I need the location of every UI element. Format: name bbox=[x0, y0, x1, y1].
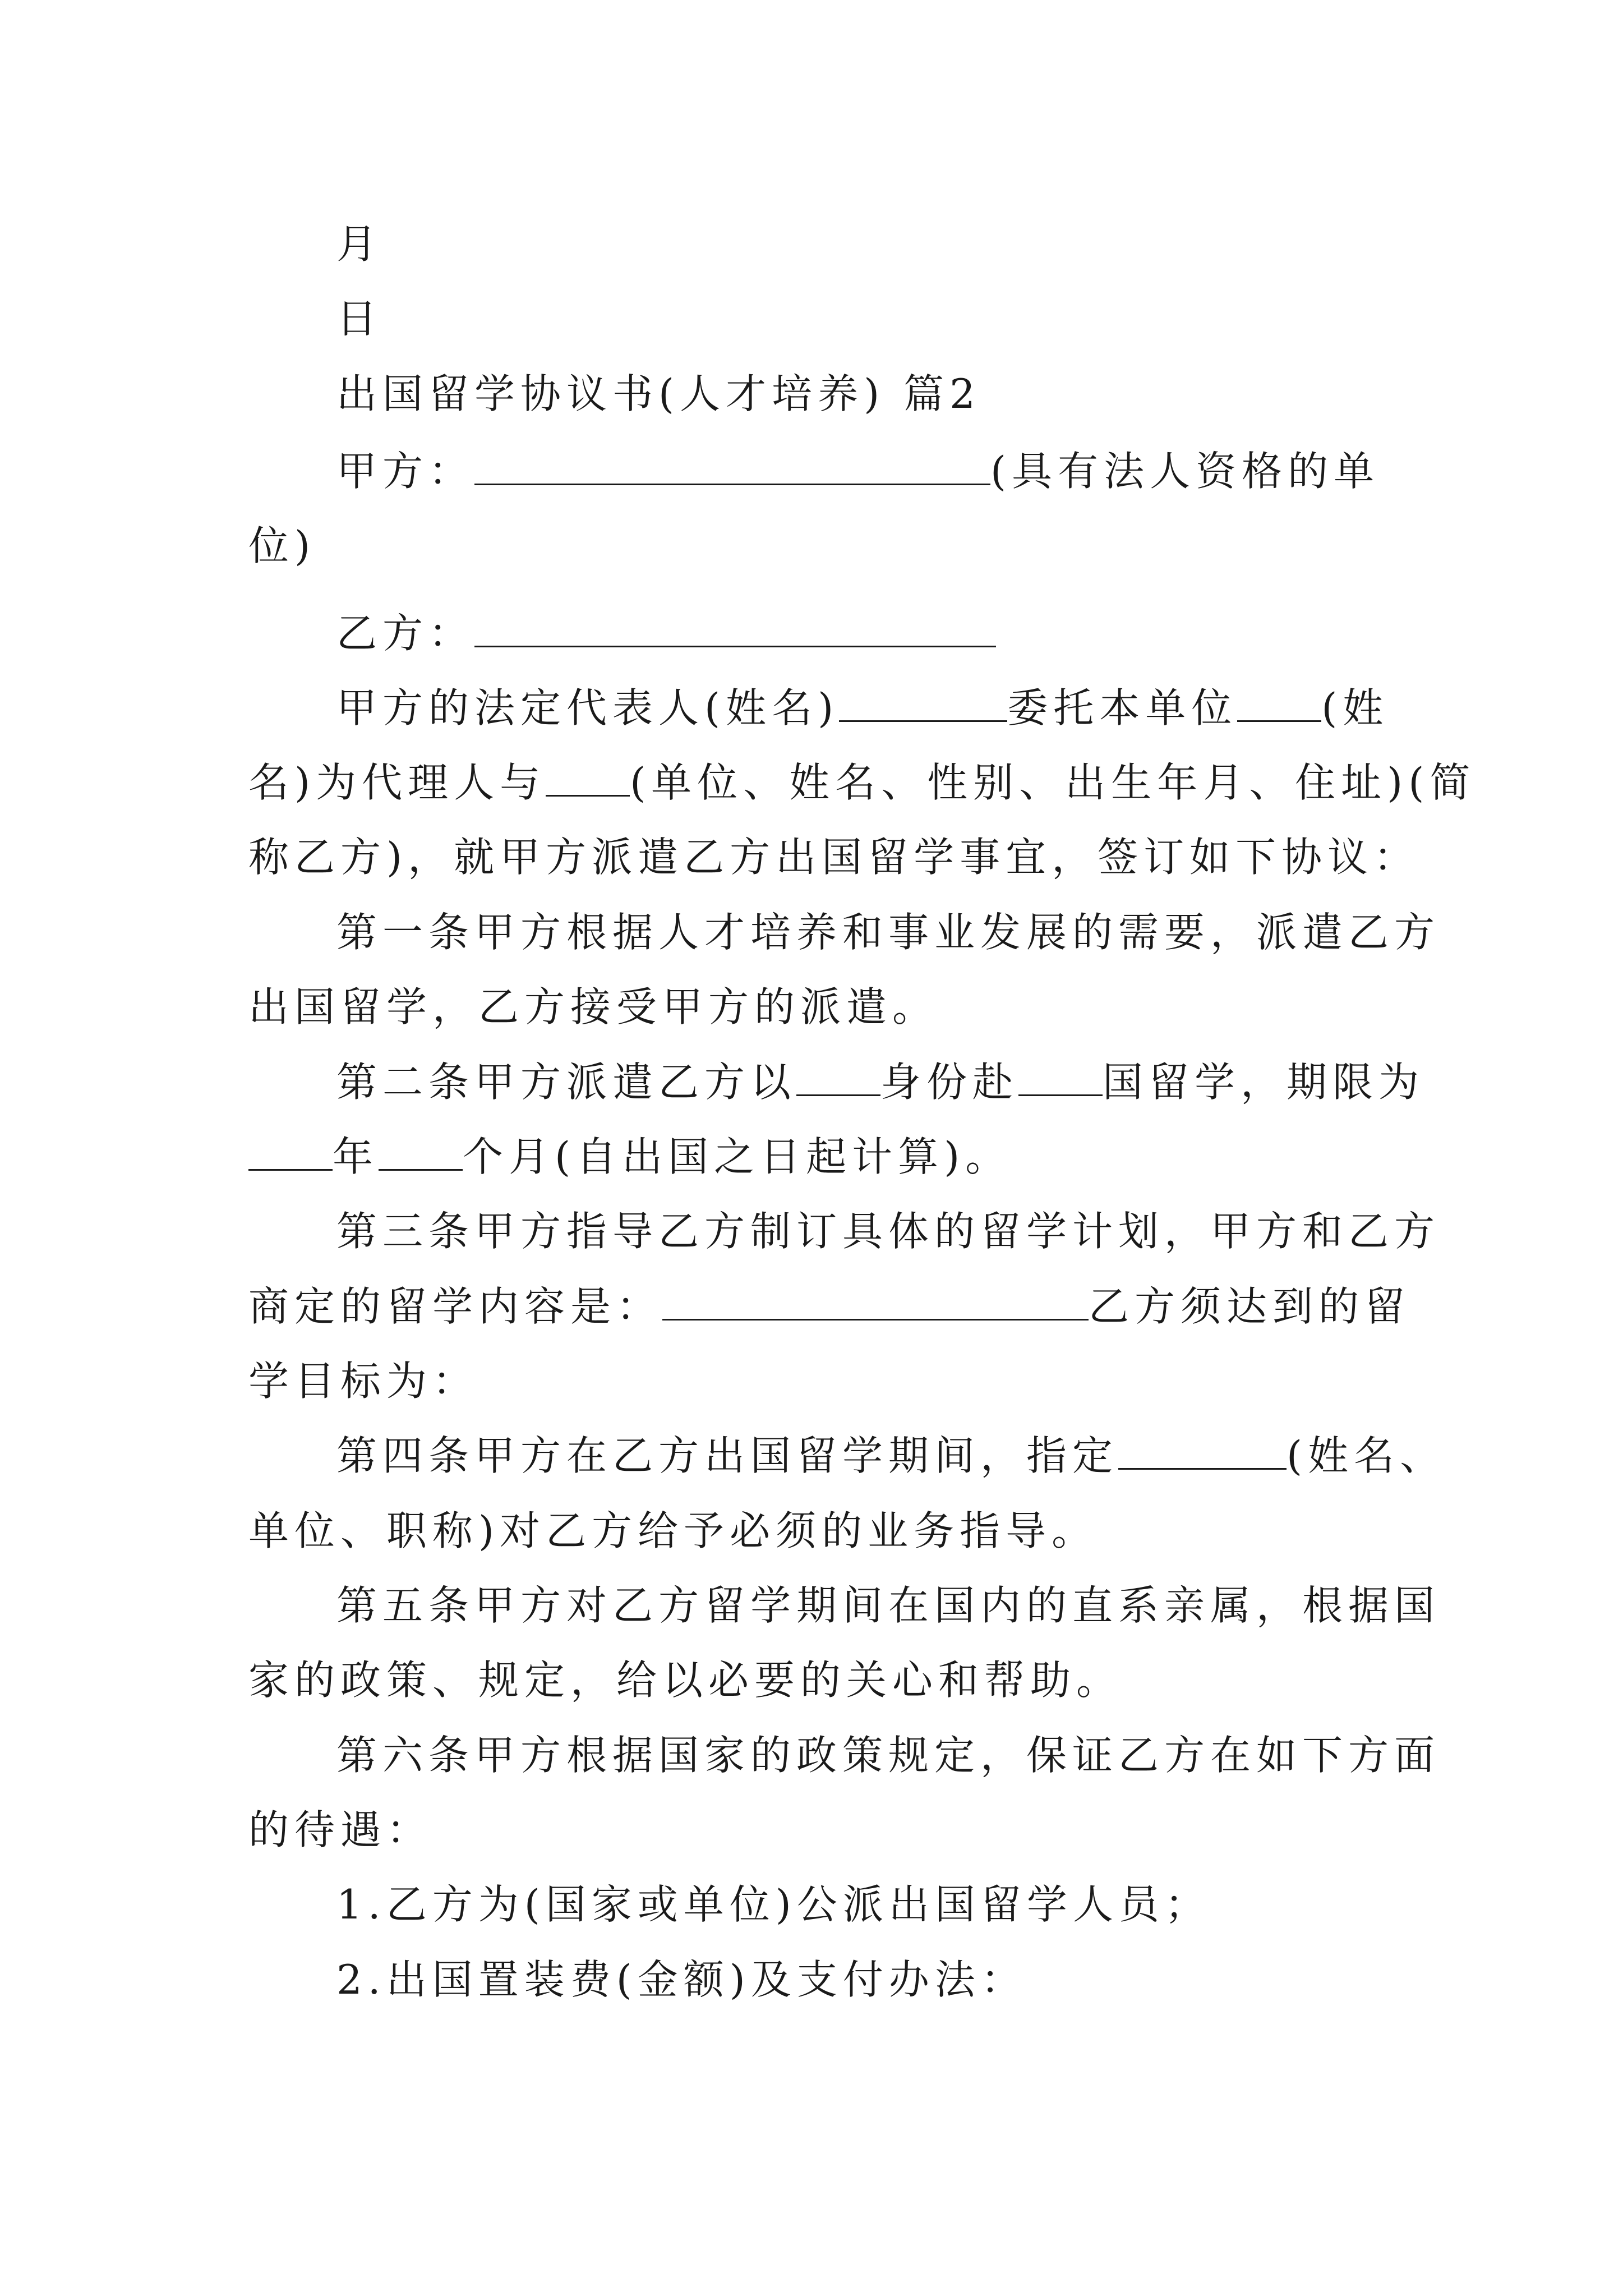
paragraph-line bbox=[336, 680, 1486, 736]
date-month-line bbox=[336, 216, 1486, 272]
article-1-line bbox=[336, 904, 1486, 960]
article-5-line bbox=[336, 1577, 1486, 1634]
article-6-line bbox=[336, 1727, 1486, 1783]
country-blank bbox=[1018, 1062, 1103, 1096]
text: (姓 bbox=[1321, 684, 1389, 731]
party-b-blank bbox=[474, 613, 996, 647]
party-b-line bbox=[336, 605, 1486, 661]
text: 第三条甲方指导乙方制订具体的留学计划，甲方和乙方 bbox=[336, 1208, 1441, 1255]
document-title bbox=[336, 366, 1486, 422]
text: 第四条甲方在乙方出国留学期间，指定 bbox=[336, 1432, 1119, 1479]
party-a-label: 甲方： bbox=[336, 448, 475, 495]
text: 商定的留学内容是： bbox=[248, 1283, 663, 1330]
date-day-line bbox=[336, 291, 1486, 347]
paragraph-line bbox=[248, 1129, 1398, 1185]
list-item bbox=[336, 1952, 1486, 2008]
text: 的待遇： bbox=[248, 1806, 433, 1853]
text: 位) bbox=[248, 522, 316, 569]
article-3-line bbox=[336, 1203, 1486, 1259]
party-b-label: 乙方： bbox=[336, 610, 475, 657]
paragraph-line bbox=[248, 1353, 1398, 1409]
text: 年 bbox=[333, 1133, 379, 1180]
paragraph-line bbox=[248, 1652, 1398, 1708]
text: 称乙方)，就甲方派遣乙方出国留学事宜，签订如下协议： bbox=[248, 834, 1420, 881]
text: 2.出国置装费(金额)及支付办法： bbox=[336, 1956, 1027, 2003]
party-a-blank bbox=[474, 451, 990, 485]
paragraph-line bbox=[248, 518, 1398, 574]
text: 乙方须达到的留 bbox=[1089, 1283, 1411, 1330]
text: 家的政策、规定，给以必要的关心和帮助。 bbox=[248, 1657, 1123, 1704]
title-text: 出国留学协议书(人才培养) 篇2 bbox=[336, 370, 981, 417]
text: 名)为代理人与 bbox=[248, 759, 546, 806]
paragraph-line bbox=[248, 1503, 1398, 1559]
paragraph-line bbox=[248, 829, 1420, 885]
text: 国留学，期限为 bbox=[1103, 1059, 1425, 1106]
text: (单位、姓名、性别、出生年月、住址)(简 bbox=[630, 759, 1476, 806]
years-blank bbox=[248, 1137, 333, 1171]
agent-name-blank bbox=[1237, 688, 1321, 722]
text: 单位、职称)对乙方给予必须的业务指导。 bbox=[248, 1507, 1098, 1554]
study-content-blank bbox=[662, 1286, 1089, 1320]
months-blank bbox=[379, 1137, 463, 1171]
article-2-line bbox=[336, 1054, 1486, 1110]
text: 第二条甲方派遣乙方以 bbox=[336, 1059, 797, 1106]
identity-blank bbox=[796, 1062, 880, 1096]
text: (姓名、 bbox=[1287, 1432, 1446, 1479]
representative-name-blank bbox=[839, 688, 1007, 722]
paragraph-line bbox=[248, 1278, 1411, 1335]
text: 身份赴 bbox=[880, 1059, 1019, 1106]
text: 月 bbox=[336, 220, 383, 268]
text: 1.乙方为(国家或单位)公派出国留学人员； bbox=[336, 1881, 1211, 1928]
party-a-line bbox=[336, 443, 1486, 499]
text: 甲方的法定代表人(姓名) bbox=[336, 684, 840, 731]
text: 个月(自出国之日起计算)。 bbox=[463, 1133, 1012, 1180]
paragraph-line bbox=[248, 979, 1398, 1035]
party-b-info-blank bbox=[546, 762, 630, 797]
text: 第一条甲方根据人才培养和事业发展的需要，派遣乙方 bbox=[336, 909, 1441, 956]
text: 学目标为： bbox=[248, 1358, 479, 1405]
article-4-line bbox=[336, 1428, 1486, 1484]
text: 委托本单位 bbox=[1007, 684, 1238, 731]
list-item bbox=[336, 1876, 1486, 1932]
text: 日 bbox=[336, 295, 383, 342]
paragraph-line bbox=[248, 754, 1476, 811]
supervisor-blank bbox=[1118, 1435, 1287, 1470]
paragraph-line bbox=[248, 1802, 1398, 1858]
text: 第六条甲方根据国家的政策规定，保证乙方在如下方面 bbox=[336, 1732, 1441, 1779]
text: (具有法人资格的单 bbox=[990, 448, 1380, 495]
text: 出国留学，乙方接受甲方的派遣。 bbox=[248, 983, 939, 1030]
text: 第五条甲方对乙方留学期间在国内的直系亲属，根据国 bbox=[336, 1582, 1441, 1629]
